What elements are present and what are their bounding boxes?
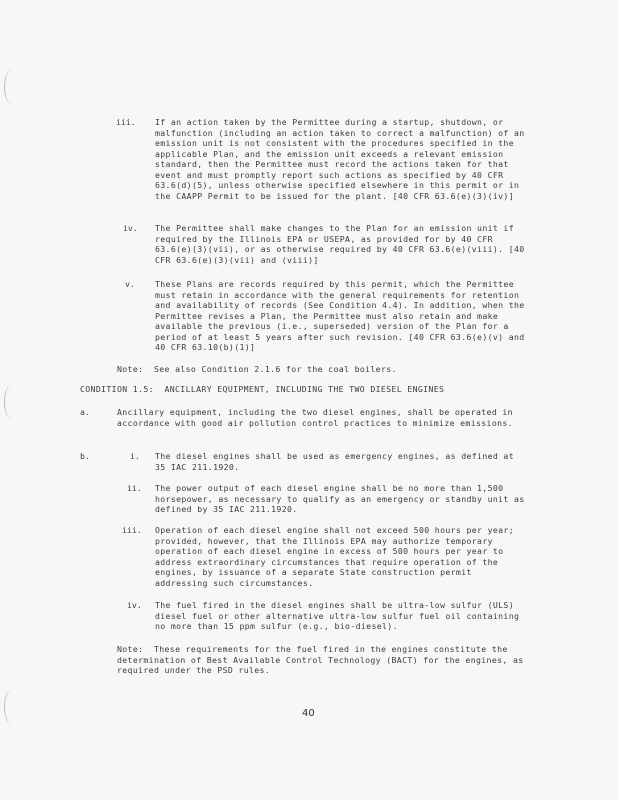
punch-hole-middle: [4, 385, 19, 419]
punch-hole-bottom: [4, 690, 19, 724]
paragraph-operating-hours: Operation of each diesel engine shall not exceed 500 hours per year; provided, however, that the Illinois EPA may authorize temporary operation of each diesel engine in excess of 500 hours per year to address extraordinary circumstances that require operation of the engines, by issuance of a separate State construction permit addressing such circumstances.: [155, 525, 520, 588]
paragraph-ancillary-operation: Ancillary equipment, including the two diesel engines, shall be operated in accordance with good air pollution control practices to minimize emissions.: [117, 407, 519, 428]
item-label: ii.: [127, 483, 142, 493]
item-label: v.: [125, 279, 135, 289]
punch-hole-top: [4, 70, 19, 104]
note-coal-boilers: Note: See also Condition 2.1.6 for the coal boilers.: [117, 364, 397, 374]
page-number: 40: [302, 708, 315, 719]
paragraph-power-output: The power output of each diesel engine shall be no more than 1,500 horsepower, as necessary to qualify as an emergency or standby unit as defined by 35 IAC 211.1920.: [155, 483, 530, 514]
item-label: i.: [130, 451, 140, 461]
paragraph-emergency-engines: The diesel engines shall be used as emergency engines, as defined at 35 IAC 211.1920.: [155, 451, 520, 472]
condition-heading: CONDITION 1.5: ANCILLARY EQUIPMENT, INCLUDING THE TWO DIESEL ENGINES: [80, 384, 445, 394]
item-label: iii.: [122, 525, 142, 535]
paragraph-startup-actions: If an action taken by the Permittee during a startup, shutdown, or malfunction (including an action taken to correct a malfunction) of an emission unit is not consistent with the procedures specified in the applicable Plan, and the emission unit exceeds a relevant emission standard, then the Permittee must record the actions taken for that event and must promptly report such actions as specified by 40 CFR 63.6(d)(5), unless otherwise specified elsewhere in this permit or in the CAAPP Permit to be issued for the plant. [40 CFR 63.6(e)(3)(iv)]: [155, 117, 530, 201]
item-label: iv.: [123, 223, 138, 233]
item-label: b.: [80, 451, 90, 461]
item-label: iii.: [116, 117, 136, 127]
item-label: a.: [80, 407, 90, 417]
paragraph-plan-changes: The Permittee shall make changes to the Plan for an emission unit if required by the Illinois EPA or USEPA, as provided for by 40 CFR 63.6(e)(3)(vii), or as otherwise required by 40 CFR 63.6(e)(viii). [40 CFR 63.6(e)(3)(vii) and (viii)]: [155, 223, 530, 265]
note-bact-determination: Note: These requirements for the fuel fired in the engines constitute the determination of Best Available Control Technology (BACT) for the engines, as required under the PSD rules.: [117, 644, 529, 675]
item-label: iv.: [127, 600, 142, 610]
paragraph-fuel-type: The fuel fired in the diesel engines shall be ultra-low sulfur (ULS) diesel fuel or other alternative ultra-low sulfur fuel oil containing no more than 15 ppm sulfur (e.g., bio-diesel).: [155, 600, 525, 631]
paragraph-plan-records: These Plans are records required by this permit, which the Permittee must retain in accordance with the general requirements for retention and availability of records (See Condition 4.4). In addition, when the Permittee revises a Plan, the Permittee must also retain and make available the previous (i.e., superseded) version of the Plan for a period of at least 5 years after such revision. [40 CFR 63.6(e)(v) and 40 CFR 63.10(b)(1)]: [155, 279, 530, 352]
